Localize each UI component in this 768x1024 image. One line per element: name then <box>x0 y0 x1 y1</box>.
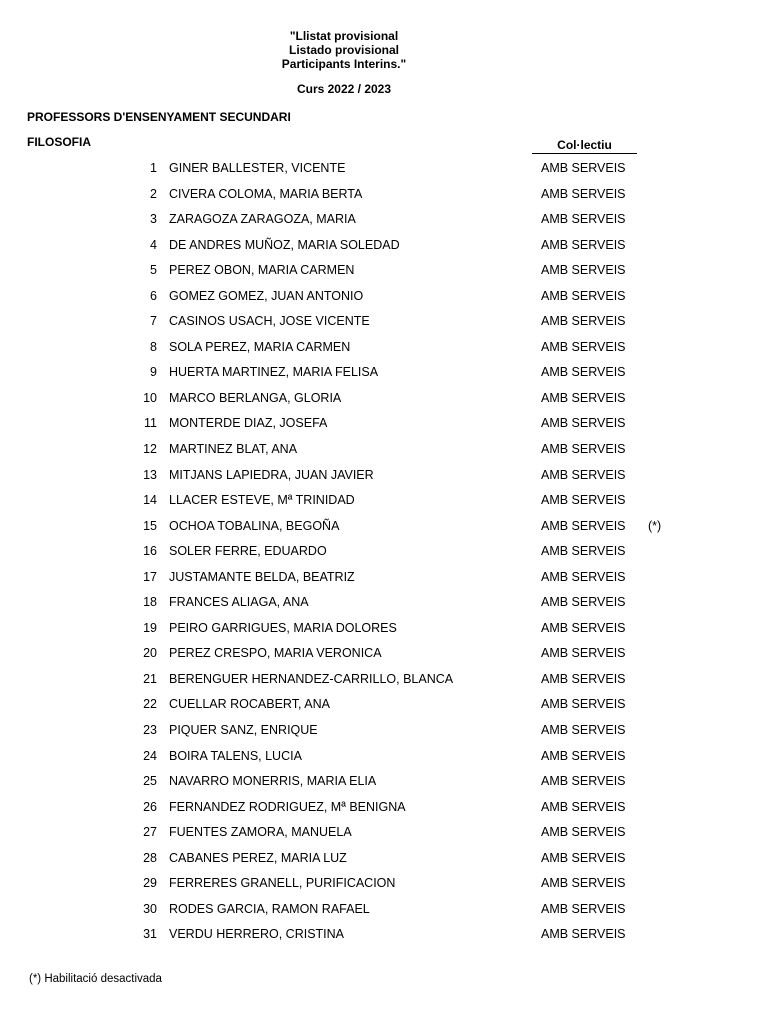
collective-value: AMB SERVEIS <box>541 186 626 201</box>
collective-value: AMB SERVEIS <box>541 825 626 840</box>
collective-value: AMB SERVEIS <box>541 416 626 431</box>
list-item <box>0 646 768 672</box>
collective-value: AMB SERVEIS <box>541 646 626 661</box>
collective-value: AMB SERVEIS <box>541 263 626 278</box>
row-number: 17 <box>143 569 157 584</box>
participant-name: HUERTA MARTINEZ, MARIA FELISA <box>169 365 379 380</box>
collective-value: AMB SERVEIS <box>541 850 626 865</box>
row-number: 10 <box>143 390 157 405</box>
row-number: 28 <box>143 850 157 865</box>
collective-value: AMB SERVEIS <box>541 723 626 738</box>
row-number: 4 <box>150 237 157 252</box>
collective-column-header: Col·lectiu <box>532 138 637 154</box>
participant-name: GOMEZ GOMEZ, JUAN ANTONIO <box>169 288 364 303</box>
collective-value: AMB SERVEIS <box>541 748 626 763</box>
participant-name: SOLER FERRE, EDUARDO <box>169 544 327 559</box>
list-item <box>0 442 768 468</box>
row-number: 12 <box>143 442 157 457</box>
list-item <box>0 672 768 698</box>
participant-name: SOLA PEREZ, MARIA CARMEN <box>169 339 351 354</box>
row-number: 14 <box>143 493 157 508</box>
list-item <box>0 187 768 213</box>
course-year: Curs 2022 / 2023 <box>296 82 392 96</box>
row-number: 22 <box>143 697 157 712</box>
list-item <box>0 289 768 315</box>
collective-value: AMB SERVEIS <box>541 518 626 533</box>
title-line-3: Participants Interins." <box>281 57 407 71</box>
list-item <box>0 314 768 340</box>
list-item <box>0 621 768 647</box>
list-item <box>0 468 768 494</box>
participant-name: DE ANDRES MUÑOZ, MARIA SOLEDAD <box>169 237 400 252</box>
row-number: 23 <box>143 723 157 738</box>
participant-name: FERRERES GRANELL, PURIFICACION <box>169 876 396 891</box>
row-number: 25 <box>143 774 157 789</box>
list-item <box>0 570 768 596</box>
collective-value: AMB SERVEIS <box>541 697 626 712</box>
collective-value: AMB SERVEIS <box>541 493 626 508</box>
list-item <box>0 544 768 570</box>
row-number: 11 <box>144 416 157 431</box>
list-item <box>0 595 768 621</box>
participant-name: PEREZ CRESPO, MARIA VERONICA <box>169 646 382 661</box>
participant-name: CUELLAR ROCABERT, ANA <box>169 697 330 712</box>
row-number: 21 <box>143 671 157 686</box>
footnote-mark: (*) <box>648 518 662 533</box>
collective-value: AMB SERVEIS <box>541 876 626 891</box>
row-number: 19 <box>143 620 157 635</box>
collective-value: AMB SERVEIS <box>541 442 626 457</box>
list-item <box>0 800 768 826</box>
list-item <box>0 825 768 851</box>
collective-value: AMB SERVEIS <box>541 467 626 482</box>
collective-value: AMB SERVEIS <box>541 365 626 380</box>
row-number: 5 <box>150 263 157 278</box>
collective-value: AMB SERVEIS <box>541 339 626 354</box>
row-number: 7 <box>150 314 157 329</box>
row-number: 30 <box>143 901 157 916</box>
subject-heading: FILOSOFIA <box>27 135 91 149</box>
participant-name: PIQUER SANZ, ENRIQUE <box>169 723 318 738</box>
row-number: 13 <box>143 467 157 482</box>
collective-value: AMB SERVEIS <box>541 161 626 175</box>
document-title <box>244 29 444 96</box>
participant-name: JUSTAMANTE BELDA, BEATRIZ <box>169 569 355 584</box>
participant-name: CIVERA COLOMA, MARIA BERTA <box>169 186 363 201</box>
row-number: 2 <box>150 186 157 201</box>
collective-value: AMB SERVEIS <box>541 595 626 610</box>
list-item <box>0 212 768 238</box>
list-item <box>0 902 768 928</box>
row-number: 6 <box>150 288 157 303</box>
participant-name: MONTERDE DIAZ, JOSEFA <box>169 416 328 431</box>
collective-value: AMB SERVEIS <box>541 671 626 686</box>
corps-heading: PROFESSORS D'ENSENYAMENT SECUNDARI <box>27 110 291 124</box>
participant-name: CASINOS USACH, JOSE VICENTE <box>169 314 370 329</box>
row-number: 24 <box>143 748 157 763</box>
collective-value: AMB SERVEIS <box>541 544 626 559</box>
participant-name: FUENTES ZAMORA, MANUELA <box>169 825 352 840</box>
participant-name: PEIRO GARRIGUES, MARIA DOLORES <box>169 620 397 635</box>
title-line-2: Listado provisional <box>288 43 399 57</box>
list-item <box>0 749 768 775</box>
row-number: 29 <box>143 876 157 891</box>
participant-name: MITJANS LAPIEDRA, JUAN JAVIER <box>169 467 374 482</box>
title-line-1: "Llistat provisional <box>289 29 399 43</box>
collective-value: AMB SERVEIS <box>541 927 626 942</box>
collective-value: AMB SERVEIS <box>541 237 626 252</box>
collective-value: AMB SERVEIS <box>541 569 626 584</box>
row-number: 27 <box>143 825 157 840</box>
list-item <box>0 238 768 264</box>
collective-value: AMB SERVEIS <box>541 288 626 303</box>
list-item <box>0 697 768 723</box>
row-number: 1 <box>150 161 157 175</box>
list-item <box>0 263 768 289</box>
collective-value: AMB SERVEIS <box>541 901 626 916</box>
participant-name: VERDU HERRERO, CRISTINA <box>169 927 345 942</box>
participant-name: MARTINEZ BLAT, ANA <box>169 442 298 457</box>
list-item <box>0 519 768 545</box>
row-number: 26 <box>143 799 157 814</box>
participant-name: FERNANDEZ RODRIGUEZ, Mª BENIGNA <box>169 799 406 814</box>
participant-name: BOIRA TALENS, LUCIA <box>169 748 302 763</box>
list-item <box>0 365 768 391</box>
row-number: 31 <box>143 927 157 942</box>
list-item <box>0 416 768 442</box>
list-item <box>0 340 768 366</box>
list-item <box>0 774 768 800</box>
row-number: 3 <box>150 212 157 227</box>
row-number: 9 <box>150 365 157 380</box>
list-item <box>0 391 768 417</box>
row-number: 8 <box>150 339 157 354</box>
collective-value: AMB SERVEIS <box>541 212 626 227</box>
row-number: 20 <box>143 646 157 661</box>
list-item <box>0 493 768 519</box>
participant-name: NAVARRO MONERRIS, MARIA ELIA <box>169 774 377 789</box>
participant-name: GINER BALLESTER, VICENTE <box>169 161 346 175</box>
participant-name: PEREZ OBON, MARIA CARMEN <box>169 263 355 278</box>
list-item <box>0 927 768 953</box>
collective-value: AMB SERVEIS <box>541 314 626 329</box>
list-item <box>0 723 768 749</box>
participant-name: ZARAGOZA ZARAGOZA, MARIA <box>169 212 356 227</box>
list-item <box>0 851 768 877</box>
participant-name: CABANES PEREZ, MARIA LUZ <box>169 850 347 865</box>
footnote: (*) Habilitació desactivada <box>29 973 162 985</box>
participant-name: BERENGUER HERNANDEZ-CARRILLO, BLANCA <box>169 671 454 686</box>
list-item <box>0 161 768 187</box>
participant-name: MARCO BERLANGA, GLORIA <box>169 390 342 405</box>
list-item <box>0 876 768 902</box>
collective-value: AMB SERVEIS <box>541 390 626 405</box>
collective-value: AMB SERVEIS <box>541 774 626 789</box>
participant-name: RODES GARCIA, RAMON RAFAEL <box>169 901 370 916</box>
participant-name: OCHOA TOBALINA, BEGOÑA <box>169 518 340 533</box>
participants-list <box>0 161 768 953</box>
row-number: 16 <box>143 544 157 559</box>
row-number: 18 <box>143 595 157 610</box>
participant-name: FRANCES ALIAGA, ANA <box>169 595 309 610</box>
collective-value: AMB SERVEIS <box>541 620 626 635</box>
participant-name: LLACER ESTEVE, Mª TRINIDAD <box>169 493 355 508</box>
collective-value: AMB SERVEIS <box>541 799 626 814</box>
row-number: 15 <box>143 518 157 533</box>
